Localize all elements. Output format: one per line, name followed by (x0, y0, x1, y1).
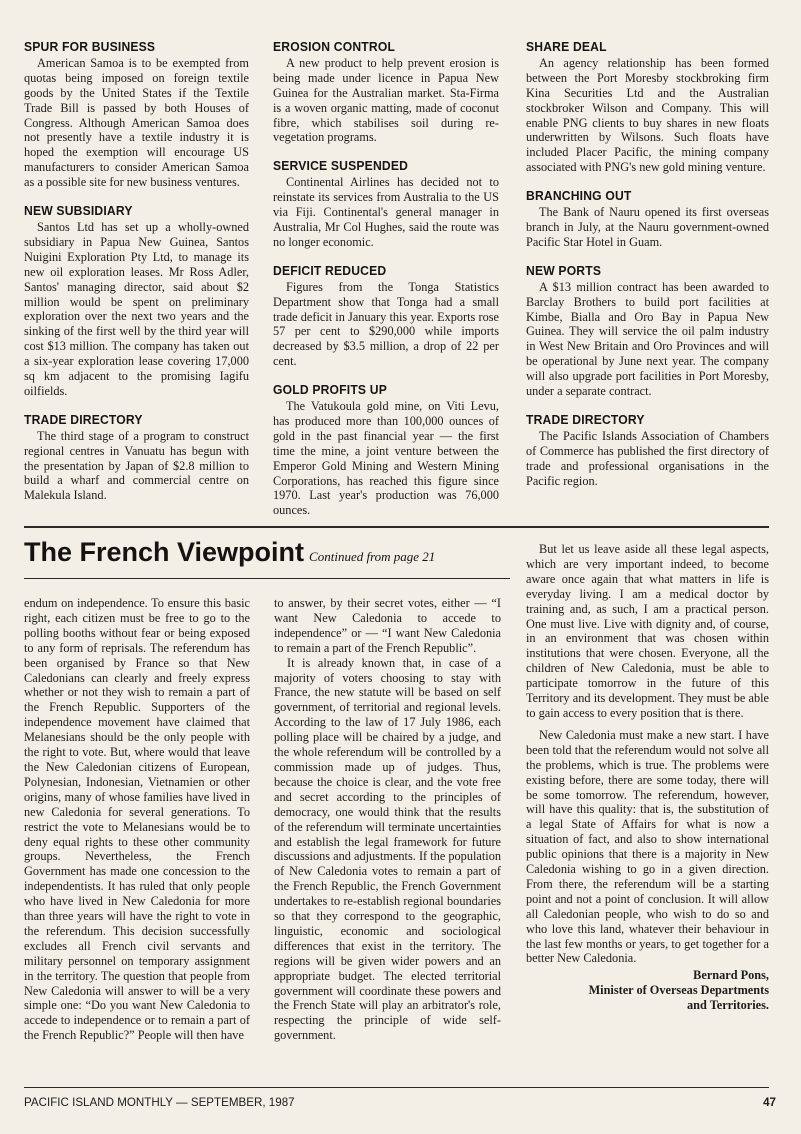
footer-rule (24, 1087, 769, 1088)
brief-deficit (273, 264, 499, 369)
brief-heading: SPUR FOR BUSINESS (24, 39, 156, 54)
feature-paragraph: New Caledonia must make a new start. I have been told that the referendum would not solve all the problems, which is true. The problems were existing before, there are some today, there will be some tomorrow. The referendum, however, will have this quality: that is, the substitution of a legal State of Affairs for what is now a situation of fact, and also to show international public opinions that there is a majority in New Caledonia wishing to go in a given direction. From there, the referendum will be a starting point and not a point of conclusion. It will allow all Caledonian people, who wish to do so and who love this land, whatever their behaviour in the last few months or years, to get together for a better New Caledonia. (526, 727, 769, 966)
author-title-line2: and Territories. (687, 998, 769, 1013)
page-number: 47 (763, 1096, 776, 1109)
brief-heading: EROSION CONTROL (273, 39, 396, 54)
brief-heading: TRADE DIRECTORY (24, 411, 143, 427)
brief-ports (526, 264, 769, 399)
feature-column-2 (274, 596, 501, 1043)
brief-heading: DEFICIT REDUCED (273, 262, 387, 278)
brief-branching (526, 189, 769, 250)
brief-paragraph: The Pacific Islands Association of Chambers of Commerce has published the first directory of trade and professional organisations in the Pacific region. (526, 428, 769, 488)
brief-trade-directory-vanuatu (24, 413, 249, 503)
brief-heading: NEW SUBSIDIARY (24, 203, 133, 219)
brief-heading: BRANCHING OUT (526, 188, 632, 204)
brief-heading: SERVICE SUSPENDED (273, 158, 409, 174)
feature-column-1 (24, 596, 250, 1043)
brief-service (273, 159, 499, 249)
brief-paragraph: The Bank of Nauru opened its first overseas branch in July, at the Nauru government-owned Pacific Star Hotel in Guam. (526, 205, 769, 249)
brief-heading: SHARE DEAL (526, 39, 607, 54)
brief-heading: GOLD PROFITS UP (273, 382, 387, 398)
headline-underline (24, 578, 510, 579)
feature-title: The French Viewpoint (24, 537, 305, 567)
brief-share (526, 40, 769, 175)
brief-spur (24, 40, 249, 190)
brief-trade-directory-pacific (526, 413, 769, 489)
briefs-column-1 (24, 40, 249, 517)
feature-continued-note: Continued from page 21 (309, 549, 436, 564)
brief-paragraph: Figures from the Tonga Statistics Department show that Tonga had a small trade deficit in January this year. Exports rose 57 per cent to $290,000 while imports decreased by $3.5 million, a drop of 22 per cent. (273, 279, 499, 369)
brief-paragraph: Continental Airlines has decided not to reinstate its services from Australia to the US via Fiji. Continental's general manager in Australia, Mr Col Hughes, said the route was no longer economic. (273, 175, 499, 249)
section-divider (24, 526, 769, 528)
feature-paragraph: endum on independence. To ensure this basic right, each citizen must be free to go to the polling booths without fear or being exposed to any form of reprisals. The referendum has been organised by France so that New Caledonians can clearly and freely express whether or not they wish to remain a part of the French Republic. Supporters of the independence movement have claimed that Melanesians should be the only people with the right to vote. But, where would that leave the New Caledonian citizens of European, Polynesian, Indonesian, Vietnamien or other origins, many of whose families have lived in new Caledonia for several generations. To restrict the vote to Melanesians would be to deny equal rights to these other community groups. Nevertheless, the French Government has made one concession to the independentists. It has ruled that only people who have lived in New Caledonia for more than three years will have the right to vote in the referendum. This decision successfully excludes all French civil servants and military personnel on temporary assignment in the territory. The question that people from New Caledonia will answer to will be a very simple one: “Do you want New Caledonia to accede to independence or to remain a part of the French Republic?” People will then have (24, 596, 250, 1043)
feature-paragraph: It is already known that, in case of a majority of voters choosing to stay with France, the new statute will be based on self government, of territorial and regional levels. According to the law of 17 July 1986, each polling place will be chaired by a judge, and the whole referendum will be controlled by a commission made up of judges. Thus, because the choice is clear, and the vote free and secret according to the principles of democracy, one would think that the results of the referendum will terminate uncertainties and establish the legal framework for future discussions and adjustments. If the population of New Caledonia votes to remain a part of the French Republic, the French Government undertakes to re-establish regional boundaries so that they correspond to the geographic, linguistic, economic and sociological differences that exist in the territory. The regions will be given wider powers and an appropriate budget. The elected territorial government will coordinate these powers and the French State will play an arbitrator's role, respecting the principle of wide self-government. (274, 655, 501, 1043)
author-title-line1: Minister of Overseas Departments (588, 983, 769, 998)
brief-paragraph: A new product to help prevent erosion is being made under licence in Papua New Guinea for the Australian market. Sta-Firma is a woven organic matting, made of coconut fibre, which stabilises soil during re-vegetation programs. (273, 55, 499, 145)
briefs-column-3 (526, 40, 769, 502)
brief-gold (273, 383, 499, 518)
brief-heading: TRADE DIRECTORY (526, 411, 645, 427)
feature-paragraph: But let us leave aside all these legal aspects, which are very important indeed, to become aware once again that what matters in life is everyday living. I am a medical doctor by training and, as such, I am a practical person. One must live. Live with dignity and, of course, in an environment that was chosen within institutions that were chosen. Everyone, all the children of New Caledonia, must be able to participate tomorrow in the future of this Territory and its development. They must be able to gain access to every position that is there. (526, 542, 769, 720)
publication-footer: PACIFIC ISLAND MONTHLY — SEPTEMBER, 1987 (24, 1096, 295, 1109)
brief-erosion (273, 40, 499, 145)
briefs-column-2 (273, 40, 499, 532)
feature-paragraph: to answer, by their secret votes, either — “I want New Caledonia to accede to independence” or — “I want New Caledonia to remain a part of the French Republic”. (274, 596, 501, 655)
author-name: Bernard Pons, (693, 968, 769, 983)
author-byline (526, 968, 769, 1013)
brief-paragraph: The third stage of a program to construct regional centres in Vanuatu has begun with the presentation by Japan of $2.8 million to build a wharf and commercial centre on Malekula Island. (24, 428, 249, 503)
feature-column-3 (526, 542, 769, 1013)
brief-paragraph: American Samoa is to be exempted from quotas being imposed on foreign textile goods by the United States if the Textile Trade Bill is passed by both Houses of Congress. Although American Samoa does not presently have a textile industry it is hoped the exemption will encourage US manufacturers to consider American Samoa as a possible site for new business ventures. (24, 55, 249, 190)
brief-paragraph: The Vatukoula gold mine, on Viti Levu, has produced more than 100,000 ounces of gold in the past financial year — the first time the mine, a joint venture between the Emperor Gold Mining and Western Mining Corporations, has reached this figure since 1970. Last year's production was 76,000 ounces. (273, 399, 499, 518)
brief-paragraph: A $13 million contract has been awarded to Barclay Brothers to build port facilities at Kimbe, Bialla and Oro Bay in Papua New Guinea. They will service the oil palm industry in West New Britain and Oro Provinces and will be operational by June next year. The company will also upgrade port facilities in Port Moresby, under a separate contract. (526, 279, 769, 399)
feature-headline (24, 537, 435, 568)
brief-paragraph: Santos Ltd has set up a wholly-owned subsidiary in Papua New Guinea, Santos Nuigini Exploration Pty Ltd, to manage its new oil exploration leases. Mr Ross Adler, Santos' managing director, said about $2 million would be spent on preliminary exploration over the next two years and the sinking of the first well by the third year will cost $13 million. The company has taken out a six-year exploration lease covering 17,000 sq km adjacent to the promising Iagifu oilfields. (24, 219, 249, 398)
brief-subsidiary (24, 204, 249, 399)
brief-heading: NEW PORTS (526, 262, 602, 278)
brief-paragraph: An agency relationship has been formed between the Port Moresby stockbroking firm Kina Securities Ltd and the Australian stockbroker Wilson and Company. This will enable PNG clients to buy shares in new floats underwritten by Wilsons. Such floats have included Placer Pacific, the mining company associated with PNG's new gold mining venture. (526, 55, 769, 175)
